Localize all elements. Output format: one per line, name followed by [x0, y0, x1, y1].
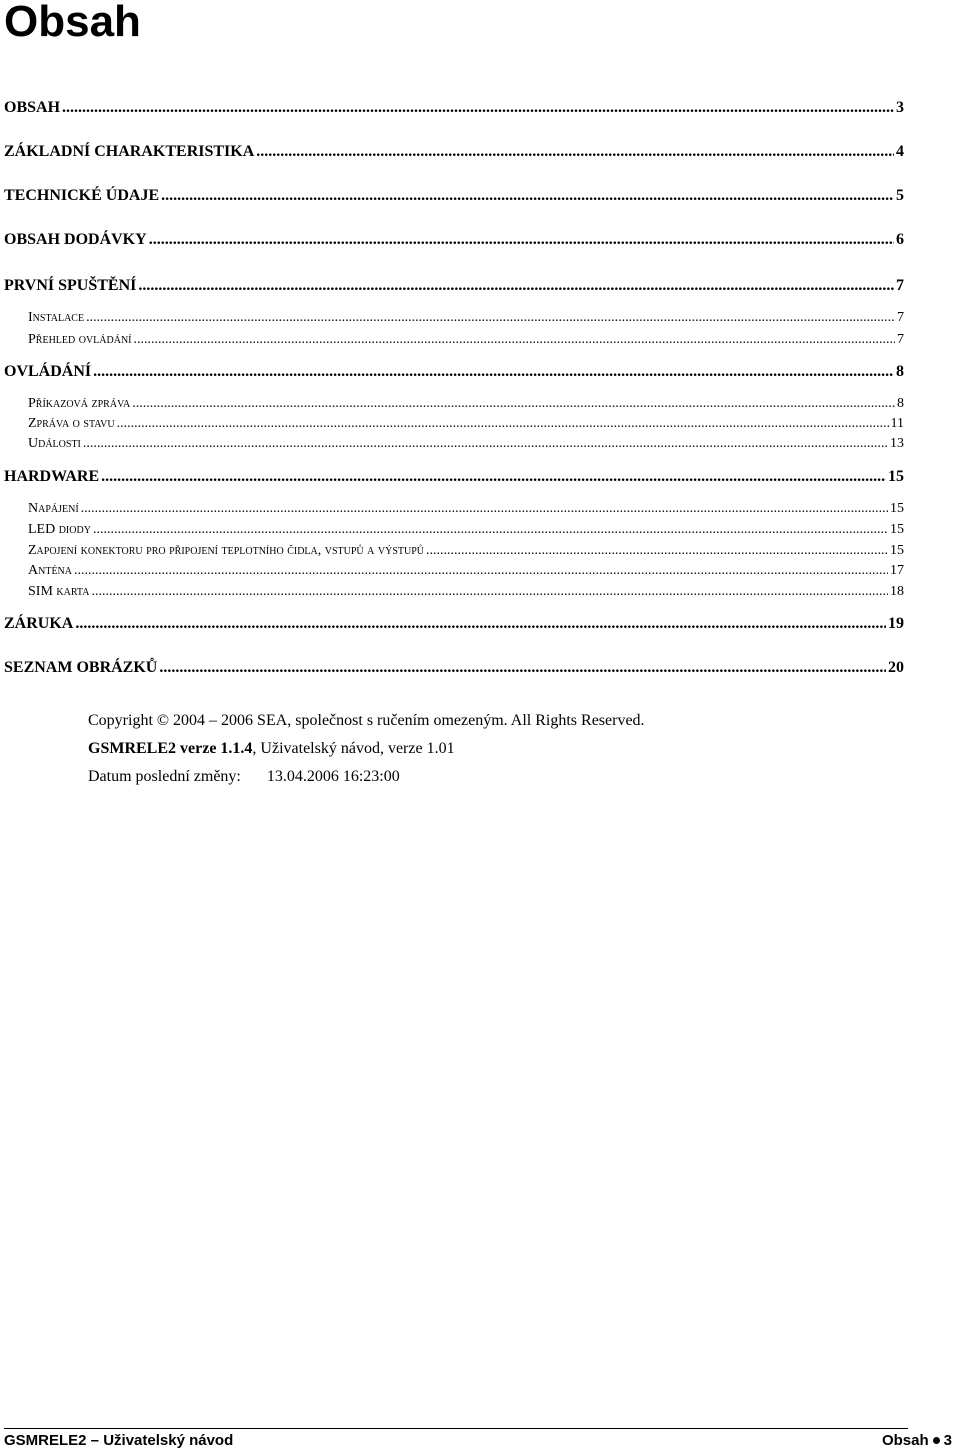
toc-entry-label: PRVNÍ SPUŠTĚNÍ — [4, 277, 137, 294]
last-change-label: Datum poslední změny: — [88, 768, 241, 785]
toc-entry-page: 4 — [896, 143, 904, 160]
page-title: Obsah — [4, 0, 141, 46]
toc-leader-dots — [132, 395, 895, 413]
toc-entry[interactable] — [28, 583, 904, 601]
toc-leader-dots — [149, 230, 894, 250]
toc-entry-page: 7 — [897, 310, 904, 325]
toc-leader-dots — [75, 614, 886, 634]
toc-leader-dots — [86, 309, 895, 327]
toc-entry[interactable] — [4, 276, 904, 296]
toc-entry-page: 6 — [896, 231, 904, 248]
toc-entry[interactable] — [28, 309, 904, 327]
toc-leader-dots — [117, 415, 889, 433]
toc-entry[interactable] — [28, 415, 904, 433]
toc-entry-label: ZÁRUKA — [4, 615, 74, 632]
toc-entry-page: 17 — [890, 563, 904, 578]
toc-entry-page: 11 — [890, 416, 904, 431]
toc-entry[interactable] — [4, 467, 904, 487]
toc-leader-dots — [81, 500, 888, 518]
toc-entry[interactable] — [4, 230, 904, 250]
toc-leader-dots — [93, 521, 888, 539]
toc-entry-page: 13 — [890, 436, 904, 451]
toc-entry-page: 15 — [888, 468, 904, 485]
toc-leader-dots — [91, 583, 888, 601]
toc-leader-dots — [83, 435, 888, 453]
toc-leader-dots — [101, 467, 886, 487]
toc-leader-dots — [138, 276, 894, 296]
toc-entry[interactable] — [28, 521, 904, 539]
toc-entry[interactable] — [28, 435, 904, 453]
toc-entry-page: 5 — [896, 187, 904, 204]
toc-leader-dots — [159, 658, 886, 678]
toc-entry-label: Přehled ovládání — [28, 332, 132, 347]
toc-entry[interactable] — [28, 542, 904, 560]
bullet-icon — [933, 1437, 940, 1444]
toc-leader-dots — [93, 362, 894, 382]
toc-entry[interactable] — [4, 658, 904, 678]
toc-entry-label: OVLÁDÁNÍ — [4, 363, 92, 380]
toc-entry-label: OBSAH DODÁVKY — [4, 231, 147, 248]
copyright-line: Copyright © 2004 – 2006 SEA, společnost s ručením omezeným. All Rights Reserved. — [88, 712, 645, 729]
toc-entry-label: TECHNICKÉ ÚDAJE — [4, 187, 160, 204]
toc-entry-page: 7 — [897, 332, 904, 347]
version-name: GSMRELE2 verze 1.1.4 — [88, 740, 253, 757]
toc-entry-page: 8 — [897, 396, 904, 411]
toc-entry-label: Instalace — [28, 310, 85, 325]
toc-entry-page: 3 — [896, 99, 904, 116]
footer-divider — [4, 1428, 908, 1429]
toc-entry-label: HARDWARE — [4, 468, 100, 485]
toc-entry-page: 15 — [890, 501, 904, 516]
version-line — [88, 739, 455, 759]
footer-page-info — [882, 1432, 952, 1450]
toc-entry-label: OBSAH — [4, 99, 61, 116]
footer-section: Obsah — [881, 1432, 929, 1449]
toc-leader-dots — [256, 142, 894, 162]
toc-entry[interactable] — [4, 186, 904, 206]
toc-entry-label: Události — [28, 436, 81, 451]
toc-entry-label: SEZNAM OBRÁZKŮ — [4, 659, 158, 676]
toc-leader-dots — [134, 331, 896, 349]
version-details: , Uživatelský návod, verze 1.01 — [252, 740, 455, 757]
toc-entry-label: LED diody — [28, 522, 91, 537]
footer-page-number: 3 — [943, 1432, 952, 1449]
toc-entry-page: 15 — [890, 522, 904, 537]
toc-entry[interactable] — [4, 98, 904, 118]
toc-leader-dots — [161, 186, 894, 206]
toc-entry-label: Napájení — [28, 501, 79, 516]
toc-entry-label: Zpráva o stavu — [28, 416, 115, 431]
toc-entry-page: 15 — [890, 543, 904, 558]
toc-entry[interactable] — [4, 362, 904, 382]
footer-document-title: GSMRELE2 – Uživatelský návod — [4, 1432, 234, 1449]
toc-entry-label: Anténa — [28, 563, 72, 578]
toc-entry-page: 18 — [890, 584, 904, 599]
last-change-date: 13.04.2006 16:23:00 — [266, 768, 400, 785]
toc-entry-page: 8 — [896, 363, 904, 380]
toc-leader-dots — [62, 98, 894, 118]
toc-entry[interactable] — [28, 395, 904, 413]
toc-leader-dots — [74, 562, 888, 580]
toc-entry[interactable] — [4, 142, 904, 162]
toc-entry[interactable] — [28, 562, 904, 580]
toc-leader-dots — [426, 542, 888, 560]
last-change-line — [88, 767, 400, 787]
toc-entry[interactable] — [4, 614, 904, 634]
toc-entry[interactable] — [28, 500, 904, 518]
toc-entry-page: 19 — [888, 615, 904, 632]
toc-entry-label: ZÁKLADNÍ CHARAKTERISTIKA — [4, 143, 255, 160]
toc-entry-label: Příkazová zpráva — [28, 396, 131, 411]
toc-entry-label: Zapojení konektoru pro připojení teplotního čidla, vstupů a výstupů — [28, 543, 424, 558]
toc-entry-label: SIM karta — [28, 584, 90, 599]
toc-entry[interactable] — [28, 331, 904, 349]
toc-entry-page: 7 — [896, 277, 904, 294]
toc-entry-page: 20 — [888, 659, 904, 676]
